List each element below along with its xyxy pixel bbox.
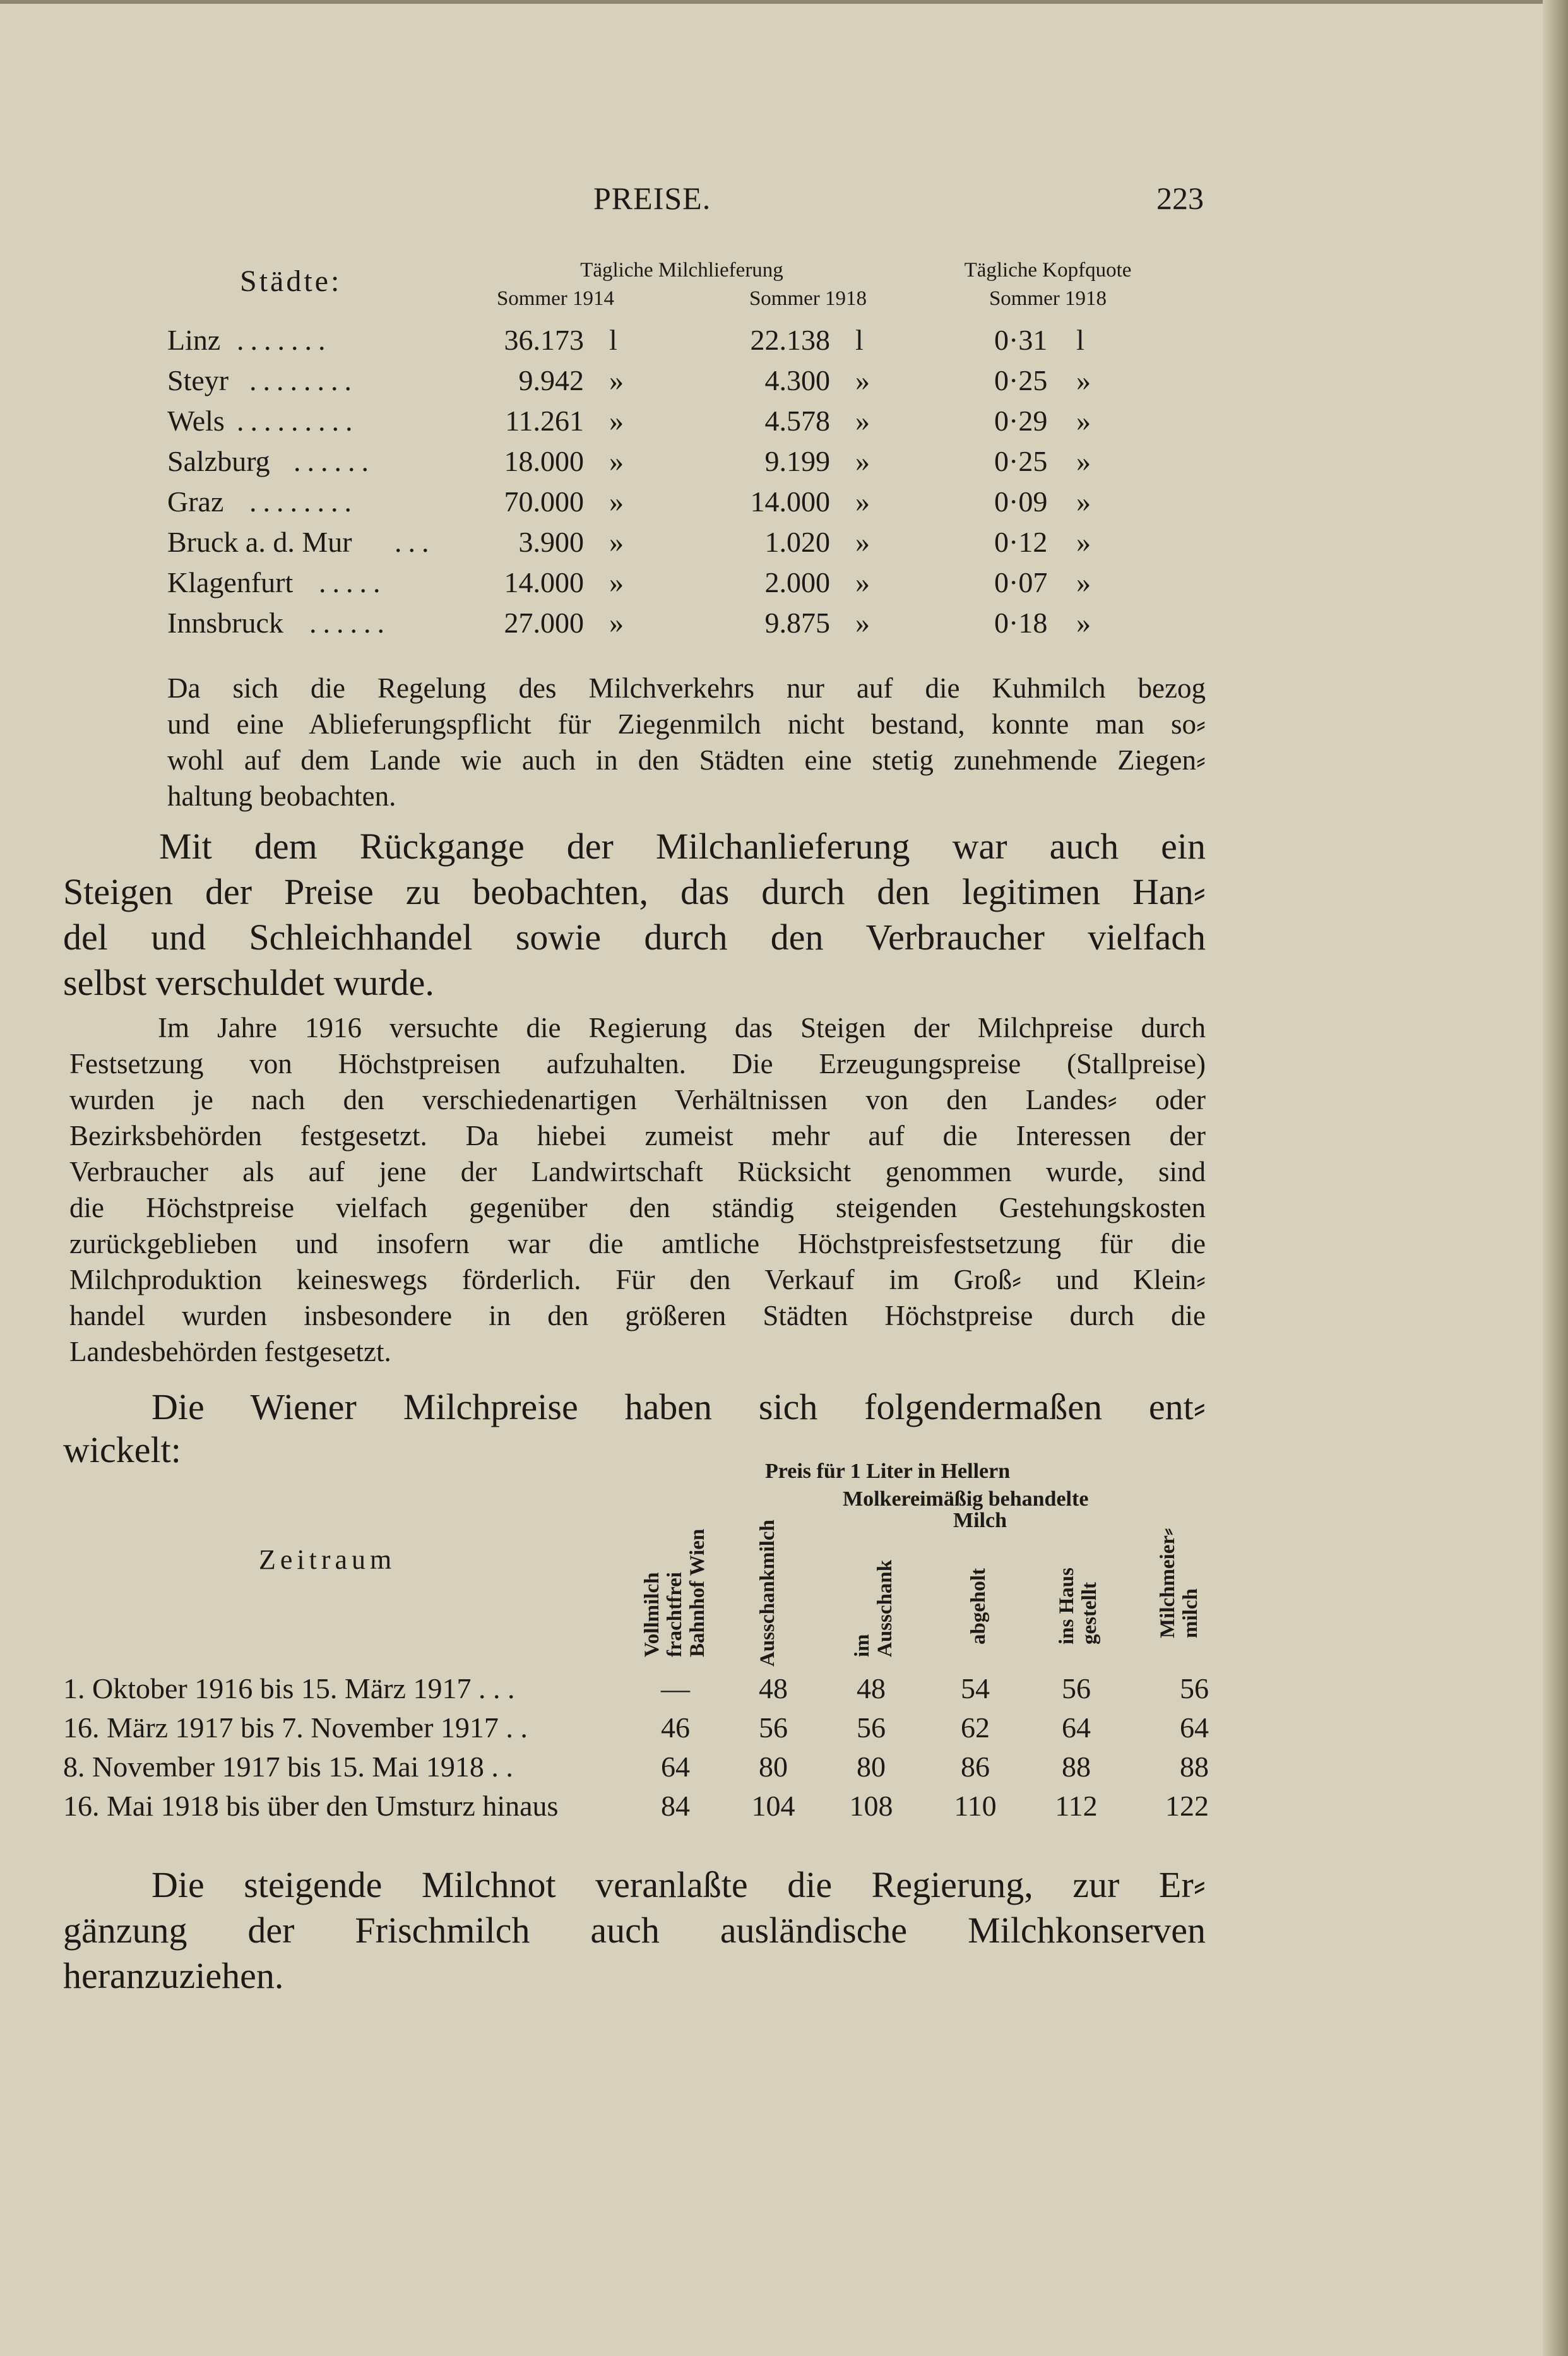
delivery-1918: 4.300	[764, 364, 830, 396]
unit: »	[855, 485, 870, 518]
header-line: ins Haus	[1055, 1568, 1078, 1645]
delivery-1914: 3.900	[518, 526, 584, 558]
period: 8. November 1917 bis 15. Mai 1918 . .	[63, 1751, 513, 1783]
header-line: Ausschankmilch	[756, 1520, 779, 1667]
unit: »	[1076, 607, 1091, 639]
text-line: Landesbehörden festgesetzt.	[69, 1336, 391, 1367]
city-name: Salzburg	[167, 445, 270, 477]
meier-price: 64	[1180, 1711, 1209, 1744]
quota-1918: 0·25	[994, 364, 1048, 396]
dot-leader: ........	[249, 364, 358, 396]
unit: »	[1076, 445, 1091, 477]
delivery-1918: 14.000	[750, 485, 830, 518]
meier-price: 122	[1165, 1790, 1209, 1822]
abgeholt-price: 110	[954, 1790, 997, 1822]
unit: l	[855, 324, 864, 356]
unit: »	[855, 405, 870, 437]
city-name: Innsbruck	[167, 607, 283, 639]
unit: »	[609, 445, 624, 477]
delivery-1918: 4.578	[764, 405, 830, 437]
text-line: Im Jahre 1916 versuchte die Regierung das Steigen der Milchpreise durch	[158, 1012, 1206, 1044]
paragraph-goat-milk	[167, 670, 1206, 814]
delivery-1914: 18.000	[504, 445, 584, 477]
im-ausschank-price: 48	[857, 1672, 886, 1705]
text-line: Festsetzung von Höchstpreisen aufzuhalten. Die Erzeugungspreise (Stallpreise)	[69, 1048, 1206, 1080]
table-row	[167, 566, 1177, 606]
table-row	[167, 485, 1177, 525]
unit: »	[855, 607, 870, 639]
dairy-group-header-2: Milch	[953, 1509, 1007, 1532]
table-row	[167, 364, 1177, 404]
header-abgeholt	[967, 1568, 990, 1645]
im-ausschank-price: 56	[857, 1711, 886, 1744]
dot-leader: ........	[249, 485, 358, 518]
abgeholt-price: 54	[961, 1672, 990, 1705]
table-row	[167, 323, 1177, 364]
meier-price: 88	[1180, 1751, 1209, 1783]
paragraph-price-rise	[63, 824, 1206, 1006]
meier-price: 56	[1180, 1672, 1209, 1705]
city-name: Klagenfurt	[167, 566, 294, 598]
header-line: milch	[1179, 1588, 1202, 1638]
text-line: handel wurden insbesondere in den größeren Städten Höchstpreise durch die	[69, 1300, 1206, 1331]
unit: »	[855, 526, 870, 558]
unit: »	[1076, 566, 1091, 598]
quota-1918: 0·25	[994, 445, 1048, 477]
table-row	[167, 444, 1177, 485]
table-row	[63, 1789, 1209, 1829]
quota-1918-header: Sommer 1918	[989, 287, 1107, 310]
table-row	[167, 525, 1177, 566]
unit: »	[609, 485, 624, 518]
header-line: Vollmilch	[641, 1572, 663, 1657]
haus-price: 112	[1055, 1790, 1098, 1822]
page-top-rule	[0, 0, 1568, 4]
text-line: Mit dem Rückgange der Milchanlieferung war auch ein	[159, 826, 1206, 867]
text-line: Die steigende Milchnot veranlaßte die Regierung, zur Er⸗	[151, 1864, 1206, 1905]
im-ausschank-price: 80	[857, 1751, 886, 1783]
delivery-1914: 9.942	[518, 364, 584, 396]
text-line: die Höchstpreise vielfach gegenüber den ständig steigenden Gestehungskosten	[69, 1192, 1206, 1223]
text-line: wurden je nach den verschiedenartigen Verhältnissen von den Landes⸗ oder	[69, 1084, 1206, 1116]
dot-leader: .......	[237, 324, 332, 356]
table-row	[63, 1750, 1209, 1790]
unit: »	[855, 445, 870, 477]
period: 1. Oktober 1916 bis 15. März 1917 . . .	[63, 1672, 515, 1705]
text-line: gänzung der Frischmilch auch ausländische Milchkonserven	[63, 1910, 1206, 1951]
header-im-ausschank	[851, 1560, 896, 1657]
header-line: im	[851, 1634, 874, 1657]
text-line: und eine Ablieferungspflicht für Ziegenmilch nicht bestand, konnte man so⸗	[167, 708, 1206, 740]
period-header: Zeitraum	[259, 1544, 396, 1575]
price-group-header: Preis für 1 Liter in Hellern	[765, 1460, 1011, 1483]
vollmilch-price: 46	[661, 1711, 690, 1744]
text-line: Da sich die Regelung des Milchverkehrs nur auf die Kuhmilch bezog	[167, 672, 1206, 704]
abgeholt-price: 62	[961, 1711, 990, 1744]
unit: l	[609, 324, 617, 356]
cities-heading: Städte:	[240, 265, 342, 298]
header-line: Milchmeier⸗	[1156, 1528, 1179, 1638]
city-name: Graz	[167, 485, 224, 518]
vollmilch-price: 64	[661, 1751, 690, 1783]
header-line: Ausschank	[874, 1559, 896, 1657]
text-line: selbst verschuldet wurde.	[63, 962, 434, 1003]
header-ins-haus	[1055, 1568, 1101, 1645]
header-line: gestellt	[1078, 1582, 1101, 1645]
text-line: wickelt:	[63, 1429, 181, 1470]
unit: »	[609, 566, 624, 598]
unit: »	[855, 364, 870, 396]
text-line: zurückgeblieben und insofern war die amtliche Höchstpreisfestsetzung für die	[69, 1228, 1206, 1259]
ausschank-price: 48	[759, 1672, 788, 1705]
table-row	[63, 1672, 1209, 1712]
text-line: Die Wiener Milchpreise haben sich folgendermaßen ent⸗	[151, 1386, 1206, 1427]
paragraph-maximum-prices	[69, 1010, 1206, 1370]
unit: »	[609, 405, 624, 437]
delivery-1918: 1.020	[764, 526, 830, 558]
unit: »	[1076, 485, 1091, 518]
header-milchmeiermilch	[1156, 1528, 1202, 1638]
delivery-1914: 70.000	[504, 485, 584, 518]
delivery-group-header: Tägliche Milchlieferung	[580, 259, 783, 282]
header-line: frachtfrei	[663, 1572, 686, 1657]
delivery-1918-header: Sommer 1918	[749, 287, 867, 310]
unit: »	[609, 526, 624, 558]
dot-leader: .....	[319, 566, 387, 598]
table-row	[167, 404, 1177, 444]
delivery-1914: 11.261	[505, 405, 584, 437]
delivery-1918: 9.875	[764, 607, 830, 639]
period: 16. März 1917 bis 7. November 1917 . .	[63, 1711, 528, 1744]
quota-1918: 0·31	[994, 324, 1048, 356]
quota-1918: 0·18	[994, 607, 1048, 639]
haus-price: 64	[1062, 1711, 1091, 1744]
unit: »	[609, 607, 624, 639]
unit: »	[1076, 526, 1091, 558]
dot-leader: .........	[237, 405, 359, 437]
text-line: Steigen der Preise zu beobachten, das durch den legitimen Han⸗	[63, 871, 1206, 912]
delivery-1918: 9.199	[764, 445, 830, 477]
text-line: heranzuziehen.	[63, 1955, 284, 1996]
header-vollmilch	[641, 1529, 709, 1657]
city-name: Linz	[167, 324, 221, 356]
running-title: PREISE.	[593, 181, 711, 216]
table-row	[63, 1711, 1209, 1751]
page-edge-shadow	[1543, 0, 1568, 2356]
unit: »	[1076, 364, 1091, 396]
dot-leader: ...	[395, 526, 436, 558]
paragraph-vienna-prices	[63, 1386, 1206, 1472]
delivery-1918: 2.000	[764, 566, 830, 598]
vollmilch-price: 84	[661, 1790, 690, 1822]
quota-1918: 0·12	[994, 526, 1048, 558]
im-ausschank-price: 108	[849, 1790, 893, 1822]
unit: l	[1076, 324, 1084, 356]
header-line: Bahnhof Wien	[686, 1528, 709, 1657]
text-line: Bezirksbehörden festgesetzt. Da hiebei zumeist mehr auf die Interessen der	[69, 1120, 1206, 1151]
quota-1918: 0·07	[994, 566, 1048, 598]
dot-leader: ......	[309, 607, 391, 639]
haus-price: 88	[1062, 1751, 1091, 1783]
abgeholt-price: 86	[961, 1751, 990, 1783]
dairy-group-header: Molkereimäßig behandelte	[843, 1487, 1089, 1511]
ausschank-price: 80	[759, 1751, 788, 1783]
ausschank-price: 56	[759, 1711, 788, 1744]
quota-1918: 0·29	[994, 405, 1048, 437]
ausschank-price: 104	[751, 1790, 795, 1822]
period: 16. Mai 1918 bis über den Umsturz hinaus	[63, 1790, 559, 1822]
vollmilch-price: —	[661, 1672, 690, 1705]
table-row	[167, 606, 1177, 646]
delivery-1914-header: Sommer 1914	[496, 287, 615, 310]
paragraph-milk-conserves	[63, 1862, 1206, 1999]
quota-group-header: Tägliche Kopfquote	[964, 259, 1132, 282]
text-line: Verbraucher als auf jene der Landwirtschaft Rücksicht genommen wurde, sind	[69, 1156, 1206, 1187]
city-name: Steyr	[167, 364, 229, 396]
unit: »	[609, 364, 624, 396]
delivery-1914: 27.000	[504, 607, 584, 639]
text-line: haltung beobachten.	[167, 780, 396, 812]
delivery-1914: 14.000	[504, 566, 584, 598]
header-line: abgeholt	[967, 1568, 990, 1645]
page-number: 223	[1156, 181, 1204, 216]
delivery-1918: 22.138	[750, 324, 830, 356]
text-line: Milchproduktion keineswegs förderlich. Für den Verkauf im Groß⸗ und Klein⸗	[69, 1264, 1206, 1295]
unit: »	[855, 566, 870, 598]
header-ausschankmilch	[756, 1520, 779, 1667]
dot-leader: ......	[294, 445, 375, 477]
text-line: del und Schleichhandel sowie durch den Verbraucher vielfach	[63, 917, 1206, 958]
city-name: Bruck a. d. Mur	[167, 526, 352, 558]
city-name: Wels	[167, 405, 225, 437]
text-line: wohl auf dem Lande wie auch in den Städten eine stetig zunehmende Ziegen⸗	[167, 744, 1206, 776]
haus-price: 56	[1062, 1672, 1091, 1705]
delivery-1914: 36.173	[504, 324, 584, 356]
unit: »	[1076, 405, 1091, 437]
quota-1918: 0·09	[994, 485, 1048, 518]
